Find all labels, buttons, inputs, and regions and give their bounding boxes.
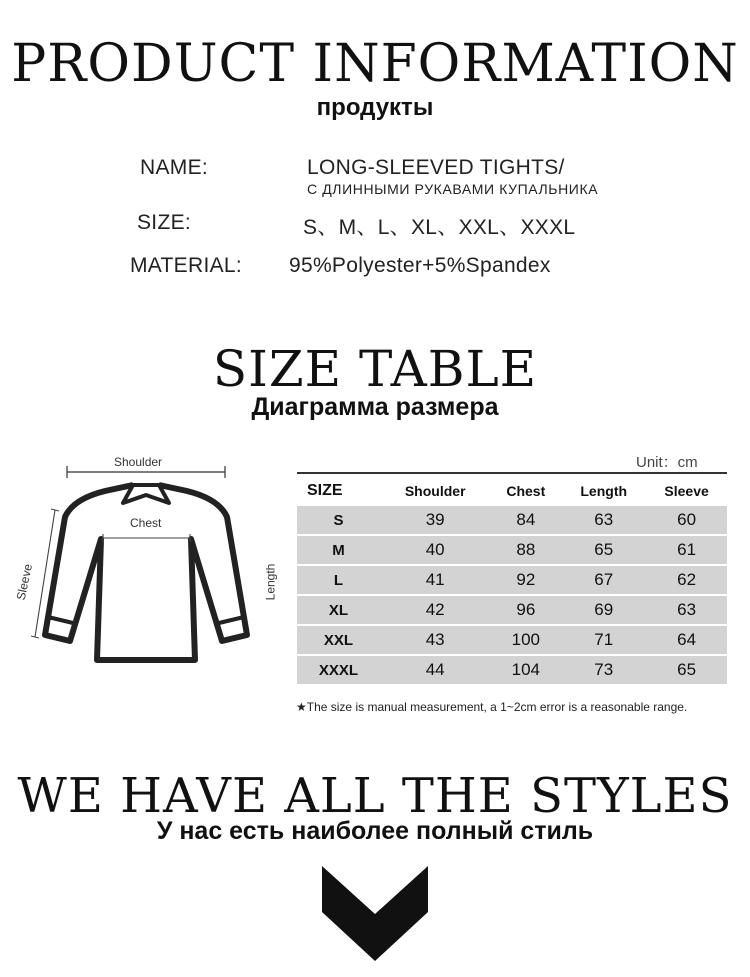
table-cell: 64 <box>646 626 727 654</box>
column-header: SIZE <box>297 477 380 504</box>
table-cell: 63 <box>561 506 646 534</box>
column-header: Length <box>561 477 646 504</box>
shirt-diagram <box>15 445 278 675</box>
table-cell: 104 <box>490 656 561 684</box>
table-cell: 65 <box>561 536 646 564</box>
size-cell: XL <box>297 596 380 624</box>
diagram-label-sleeve: Sleeve <box>13 562 36 602</box>
size-value: S、M、L、XL、XXL、XXXL <box>303 216 576 239</box>
table-cell: 44 <box>380 656 490 684</box>
table-cell: 42 <box>380 596 490 624</box>
size-label: SIZE: <box>137 211 192 234</box>
size-cell: S <box>297 506 380 534</box>
table-cell: 73 <box>561 656 646 684</box>
material-label: MATERIAL: <box>130 254 242 277</box>
table-row <box>297 566 727 594</box>
table-cell: 63 <box>646 596 727 624</box>
table-cell: 88 <box>490 536 561 564</box>
table-cell: 43 <box>380 626 490 654</box>
table-row <box>297 626 727 654</box>
table-cell: 69 <box>561 596 646 624</box>
name-label: NAME: <box>140 156 209 179</box>
table-cell: 100 <box>490 626 561 654</box>
size-table <box>297 475 727 686</box>
table-cell: 71 <box>561 626 646 654</box>
diagram-label-shoulder: Shoulder <box>114 455 163 469</box>
styles-subtitle: У нас есть наиболее полный стиль <box>156 817 594 845</box>
size-table-subtitle: Диаграмма размера <box>251 393 499 421</box>
table-cell: 60 <box>646 506 727 534</box>
measurement-note: ★The size is manual measurement, a 1~2cm error is a reasonable range. <box>296 700 688 714</box>
table-cell: 65 <box>646 656 727 684</box>
table-cell: 84 <box>490 506 561 534</box>
styles-title: WE HAVE ALL THE STYLES <box>17 768 733 824</box>
diagram-label-length: Length <box>263 563 278 601</box>
table-cell: 92 <box>490 566 561 594</box>
size-cell: M <box>297 536 380 564</box>
page-title: PRODUCT INFORMATION <box>11 34 739 94</box>
table-row <box>297 506 727 534</box>
table-cell: 62 <box>646 566 727 594</box>
shirt-outline <box>45 485 247 660</box>
chest-measure-line <box>103 534 190 542</box>
page-subtitle: продукты <box>316 94 434 121</box>
table-cell: 96 <box>490 596 561 624</box>
diagram-label-chest: Chest <box>130 516 162 530</box>
chevron-down-icon <box>322 866 428 961</box>
table-top-rule <box>297 472 727 474</box>
column-header: Shoulder <box>380 477 490 504</box>
table-cell: 40 <box>380 536 490 564</box>
table-cell: 39 <box>380 506 490 534</box>
table-cell: 67 <box>561 566 646 594</box>
size-cell: L <box>297 566 380 594</box>
name-value-ru: С ДЛИННЫМИ РУКАВАМИ КУПАЛЬНИКА <box>307 181 599 197</box>
size-table-header-row <box>297 477 727 504</box>
table-cell: 61 <box>646 536 727 564</box>
table-row <box>297 536 727 564</box>
size-cell: XXXL <box>297 656 380 684</box>
column-header: Sleeve <box>646 477 727 504</box>
column-header: Chest <box>490 477 561 504</box>
table-cell: 41 <box>380 566 490 594</box>
table-row <box>297 656 727 684</box>
size-table-title: SIZE TABLE <box>212 340 538 398</box>
material-value: 95%Polyester+5%Spandex <box>289 254 551 277</box>
table-row <box>297 596 727 624</box>
name-value: LONG-SLEEVED TIGHTS/ <box>307 156 565 179</box>
size-cell: XXL <box>297 626 380 654</box>
unit-label: Unit：cm <box>636 454 698 471</box>
